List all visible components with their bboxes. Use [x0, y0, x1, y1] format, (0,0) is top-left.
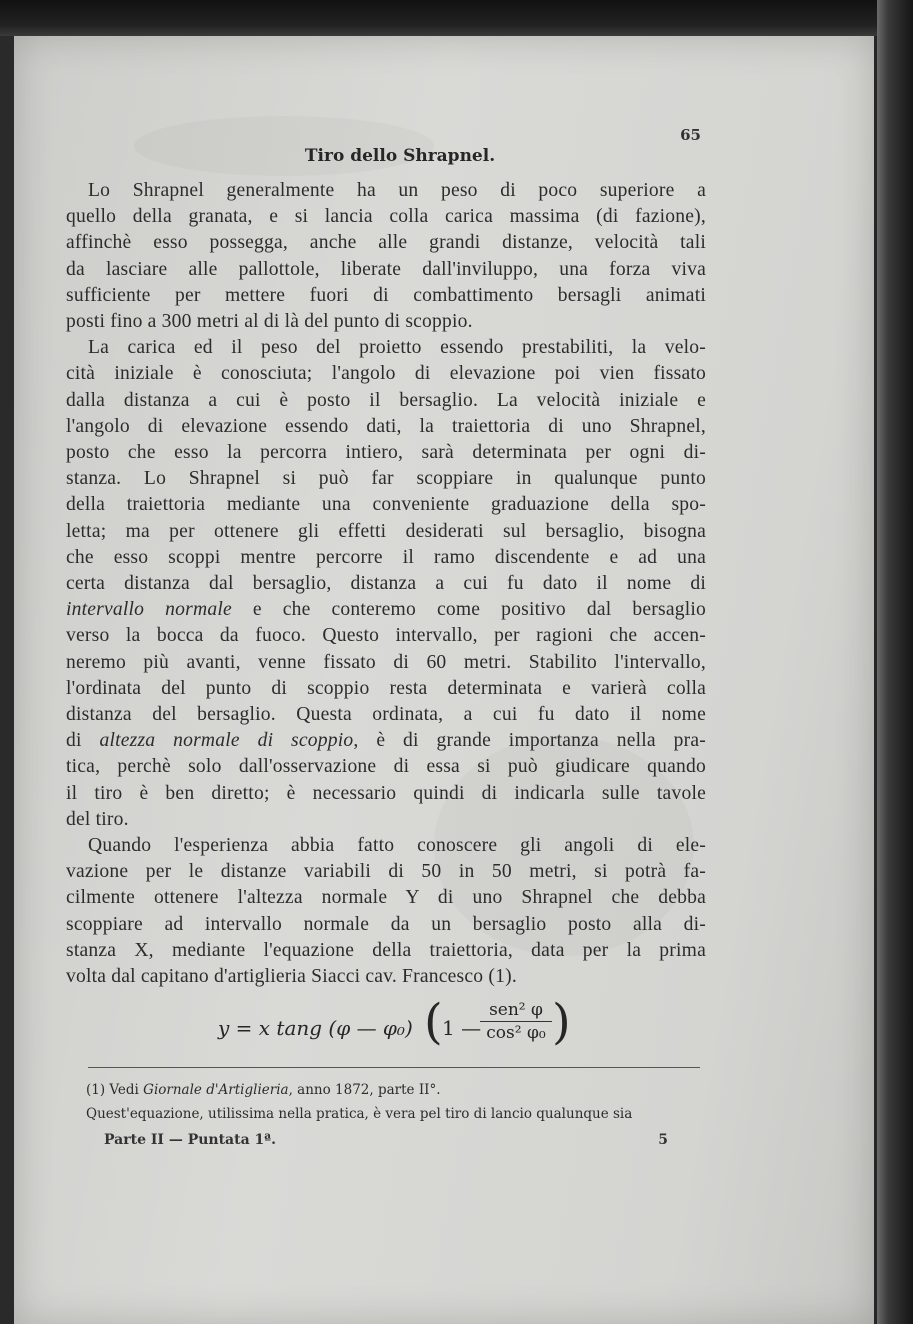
- body-line: volta dal capitano d'artiglieria Siacci cav. Francesco (1).: [66, 966, 517, 988]
- formula-paren-close: ): [552, 994, 571, 1050]
- formula-one-minus: 1 —: [442, 1016, 482, 1040]
- line-segment: , è di grande importanza nella pra-: [353, 730, 706, 752]
- formula-denominator: cos² φ₀: [486, 1023, 546, 1043]
- footnote-line: [86, 1102, 716, 1126]
- body-line: sufficiente per mettere fuori di combattimento bersagli animati: [66, 284, 706, 306]
- scan-right-edge: [877, 0, 913, 1324]
- body-line: cilmente ottenere l'altezza normale Y di uno Shrapnel che debba: [66, 887, 706, 909]
- body-line: vazione per le distanze variabili di 50 in 50 metri, si potrà fa-: [66, 861, 706, 883]
- body-line: letta; ma per ottenere gli effetti desiderati sul bersaglio, bisogna: [66, 520, 706, 542]
- page-title: Tiro dello Shrapnel.: [304, 146, 496, 166]
- footnotes: [86, 1078, 716, 1126]
- page-number: 65: [680, 126, 701, 144]
- formula-fraction: [480, 1000, 552, 1043]
- formula-numerator: sen² φ: [480, 1000, 552, 1022]
- body-line: distanza del bersaglio. Questa ordinata, a cui fu dato il nome: [66, 704, 706, 726]
- body-line: [66, 597, 706, 623]
- scan-top-edge: [0, 0, 913, 36]
- body-line: della traiettoria mediante una conveniente graduazione della spo-: [66, 494, 706, 516]
- body-line: neremo più avanti, venne fissato di 60 metri. Stabilito l'intervallo,: [66, 651, 706, 673]
- footnote-segment: , anno 1872, parte II°.: [288, 1082, 441, 1098]
- body-line: affinchè esso possegga, anche alle grandi distanze, velocità tali: [66, 232, 706, 254]
- body-text: [66, 178, 706, 990]
- footer-part-label: Parte II — Puntata 1ª.: [104, 1132, 276, 1148]
- body-line: stanza. Lo Shrapnel si può far scoppiare in qualunque punto: [66, 468, 706, 490]
- body-line: posto che esso la percorra intiero, sarà determinata per ogni di-: [66, 442, 706, 464]
- body-line: certa distanza dal bersaglio, distanza a cui fu dato il nome di: [66, 573, 706, 595]
- body-line: l'ordinata del punto di scoppio resta determinata e varierà colla: [66, 677, 706, 699]
- body-line: del tiro.: [66, 808, 129, 830]
- body-line: stanza X, mediante l'equazione della traiettoria, data per la prima: [66, 939, 706, 961]
- page-footer: [104, 1132, 668, 1148]
- trajectory-formula: [218, 994, 578, 1058]
- footer-signature-number: 5: [658, 1132, 668, 1148]
- body-line: che esso scoppi mentre percorre il ramo discendente e ad una: [66, 546, 706, 568]
- body-line: l'angolo di elevazione essendo dati, la traiettoria di uno Shrapnel,: [66, 415, 706, 437]
- footnote-journal-title: Giornale d'Artiglieria: [143, 1082, 289, 1098]
- footnote-rule: [88, 1067, 700, 1068]
- formula-lhs: y = x tang (φ — φ₀): [218, 1016, 413, 1040]
- body-line: cità iniziale è conosciuta; l'angolo di elevazione poi vien fissato: [66, 363, 706, 385]
- footnote-line: [86, 1078, 716, 1102]
- footnote-segment: Quest'equazione, utilissima nella pratica, è vera pel tiro di lancio qualunque sia: [86, 1106, 633, 1122]
- body-line: tica, perchè solo dall'osservazione di essa si può giudicare quando: [66, 756, 706, 778]
- body-line: il tiro è ben diretto; è necessario quindi di indicarla sulle tavole: [66, 782, 706, 804]
- formula-paren-open: (: [424, 994, 443, 1050]
- footnote-segment: (1) Vedi: [86, 1082, 144, 1098]
- italic-term: intervallo normale: [66, 599, 232, 621]
- body-line: La carica ed il peso del proietto essendo prestabiliti, la velo-: [88, 337, 706, 359]
- body-line: da lasciare alle pallottole, liberate dall'inviluppo, una forza viva: [66, 258, 706, 280]
- italic-term: altezza normale di scoppio: [99, 730, 354, 752]
- body-line: [66, 728, 706, 754]
- body-line: quello della granata, e si lancia colla carica massima (di fazione),: [66, 206, 706, 228]
- body-line: Quando l'esperienza abbia fatto conoscere gli angoli di ele-: [88, 835, 706, 857]
- body-line: dalla distanza a cui è posto il bersaglio. La velocità iniziale e: [66, 389, 706, 411]
- line-segment: e che conteremo come positivo dal bersaglio: [231, 599, 706, 621]
- body-line: verso la bocca da fuoco. Questo intervallo, per ragioni che accen-: [66, 625, 706, 647]
- body-line: posti fino a 300 metri al di là del punto di scoppio.: [66, 311, 473, 333]
- body-line: scoppiare ad intervallo normale da un bersaglio posto alla di-: [66, 913, 706, 935]
- line-segment: di: [66, 730, 100, 752]
- body-line: Lo Shrapnel generalmente ha un peso di poco superiore a: [88, 180, 706, 201]
